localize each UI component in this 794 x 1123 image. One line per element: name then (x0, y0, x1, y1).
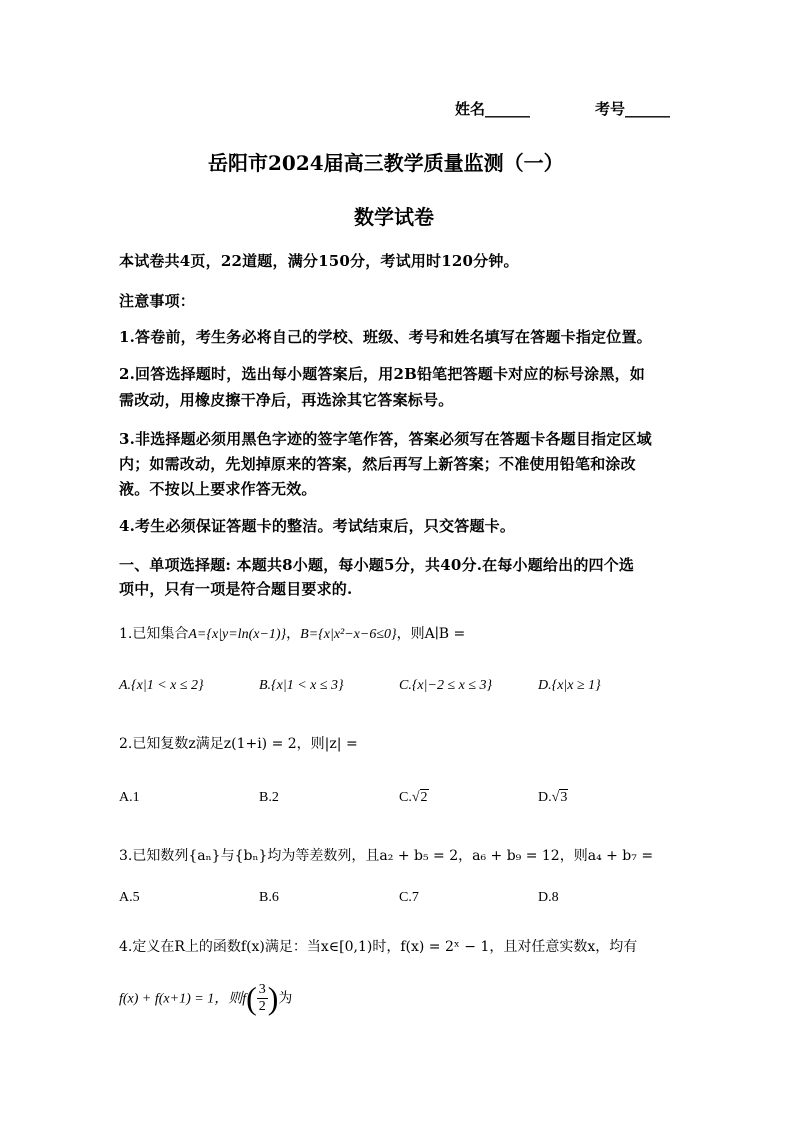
notice-item-4: 4.考生必须保证答题卡的整洁。考试结束后，只交答题卡。 (119, 517, 516, 535)
question-2-option-a[interactable]: A.1 (119, 790, 140, 805)
sqrt-symbol: √3 (551, 790, 568, 805)
question-3-option-b[interactable]: B.6 (259, 890, 279, 905)
question-1-option-d[interactable]: D.{x|x ≥ 1} (538, 678, 601, 693)
question-1-option-b[interactable]: B.{x|1 < x ≤ 3} (259, 678, 344, 693)
question-2-option-d-label: D. (538, 790, 552, 805)
question-2-option-d-radicand: 3 (560, 790, 568, 805)
question-2-option-c[interactable] (399, 790, 429, 806)
question-3-option-c[interactable]: C.7 (399, 890, 419, 905)
question-3-option-d[interactable]: D.8 (538, 890, 559, 905)
exam-id-field-label: 考号______ (595, 100, 671, 118)
sqrt-symbol: √2 (411, 790, 428, 805)
section-1-heading-line-2: 项中，只有一项是符合题目要求的. (119, 580, 353, 598)
exam-intro: 本试卷共4页，22道题，满分150分，考试用时120分钟。 (119, 252, 519, 270)
question-3-option-a[interactable]: A.5 (119, 890, 140, 905)
question-4-equation: f(x) + f(x+1) = 1，则f (119, 991, 247, 1007)
notice-item-3-line-1: 3.非选择题必须用黑色字迹的签字笔作答，答案必须写在答题卡各题目指定区域 (119, 430, 652, 448)
notice-item-3-line-3: 液。不按以上要求作答无效。 (119, 480, 317, 498)
notice-item-2-line-2: 需改动，用橡皮擦干净后，再选涂其它答案标号。 (119, 391, 454, 409)
question-1-set-b: B={x|x²−x−6≤0} (300, 627, 397, 642)
question-3: 3.已知数列{aₙ}与{bₙ}均为等差数列，且a₂ + b₅ = 2，a₆ + b₉ = 12，则a₄ + b₇ = (119, 848, 654, 864)
notice-item-2-line-1: 2.回答选择题时，选出每小题答案后，用2B铅笔把答题卡对应的标号涂黑，如 (119, 365, 645, 383)
question-1-prefix: 1.已知集合 (119, 626, 189, 642)
fraction-numerator: 3 (258, 982, 266, 997)
section-1-heading-line-1: 一、单项选择题: 本题共8小题，每小题5分，共40分.在每小题给出的四个选 (119, 556, 635, 574)
notice-item-1: 1.答卷前，考生务必将自己的学校、班级、考号和姓名填写在答题卡指定位置。 (119, 328, 652, 346)
question-4-suffix: 为 (278, 990, 293, 1007)
question-4-line-2 (119, 980, 292, 1017)
exam-subtitle: 数学试卷 (354, 205, 434, 229)
question-2-option-c-radicand: 2 (420, 790, 428, 805)
question-1-option-c[interactable]: C.{x|−2 ≤ x ≤ 3} (399, 678, 493, 693)
question-1-set-a: A={x|y=ln(x−1)} (188, 627, 287, 642)
notice-item-3-line-2: 内；如需改动，先划掉原来的答案，然后再写上新答案；不准使用铅笔和涂改 (119, 455, 636, 473)
fraction (257, 982, 268, 1015)
question-2-option-d[interactable] (538, 790, 568, 806)
question-1-option-a[interactable]: A.{x|1 < x ≤ 2} (119, 678, 204, 693)
question-1 (119, 623, 465, 643)
left-paren: ( (246, 980, 257, 1016)
question-1-separator: ， (286, 626, 301, 642)
exam-title: 岳阳市2024届高三教学质量监测（一） (208, 151, 564, 175)
question-1-suffix: ，则A∣B = (396, 626, 466, 642)
question-2-option-c-label: C. (399, 790, 412, 805)
question-2-option-b[interactable]: B.2 (259, 790, 279, 805)
question-4-line-1: 4.定义在R上的函数f(x)满足：当x∈[0,1)时，f(x) = 2ˣ − 1，且对任意实数x，均有 (119, 939, 638, 955)
right-paren: ) (267, 980, 279, 1016)
notice-heading: 注意事项： (119, 292, 196, 310)
fraction-denominator: 2 (258, 999, 266, 1014)
name-field-label: 姓名______ (455, 100, 531, 118)
question-2: 2.已知复数z满足z(1+i) = 2，则|z| = (119, 736, 358, 752)
